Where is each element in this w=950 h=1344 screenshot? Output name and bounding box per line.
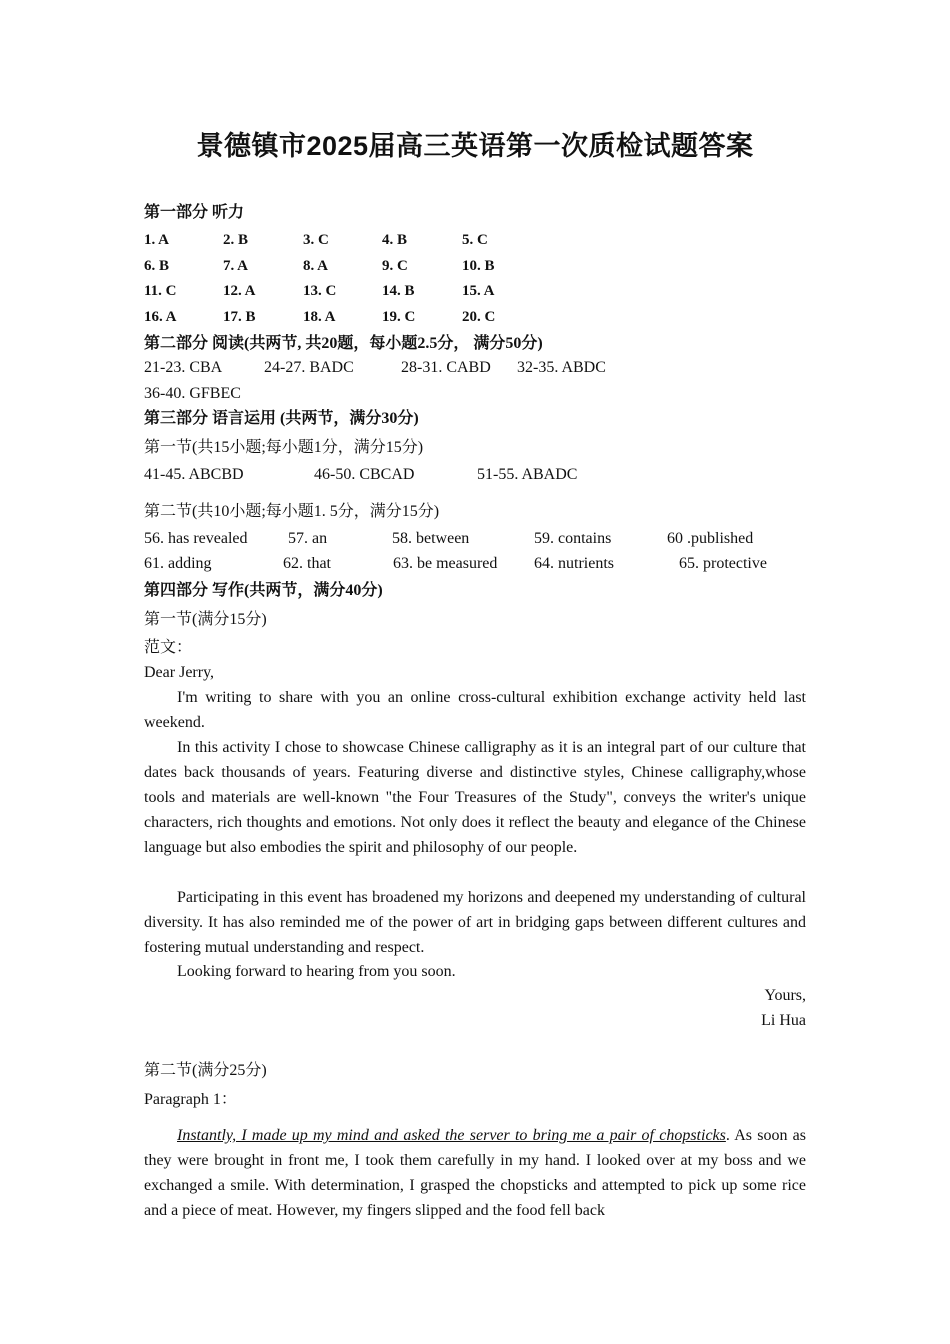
answer-cell: 14. B [382,283,415,299]
letter-paragraph: Participating in this event has broadened my horizons and deepened my understanding of cultural diversity. It has also reminded me of the power of art in bridging gaps between different cultures and fostering mutual understanding and respect. [144,889,806,956]
letter-greeting: Dear Jerry, [144,664,215,681]
letter-signature: Li Hua [761,1012,806,1029]
answer-cell: 32-35. ABDC [517,359,606,376]
answer-cell: 9. C [382,258,408,274]
part3-section1-heading: 第一节(共15小题;每小题1分，满分15分) [144,439,424,456]
document-title: 景德镇市2025届高三英语第一次质检试题答案 [196,131,754,161]
reading-answers-row-2: 36-40. GFBEC [144,385,241,402]
answer-cell: 12. A [223,283,256,299]
answer-cell: 18. A [303,309,336,325]
answer-cell: 24-27. BADC [264,359,354,376]
sample-label: 范文： [144,639,193,656]
answer-cell: 3. C [303,232,329,248]
answer-cell: 4. B [382,232,408,248]
answer-cell: 59. contains [534,530,612,547]
answer-cell: 5. C [462,232,488,248]
answer-cell: 61. adding [144,555,212,572]
continuation-text: . As soon as they were brought in front me, I took them carefully in my hand. I looked over at my boss and we exchanged a smile. With determination, I grasped the chopsticks and attempted to pick up some rice and a piece of meat. However, my fingers slipped and the food fell back [144,1127,807,1219]
letter-paragraph: In this activity I chose to showcase Chinese calligraphy as it is an integral part of our culture that dates back thousands of years. Featuring diverse and distinctive styles, Chinese calligraphy,whose tools and materials are well-known "the Four Treasures of the Study", conveys the writer's unique characters, rich thoughts and emotions. Not only does it reflect the beauty and elegance of the Chinese language but also embodies the spirit and philosophy of our people. [144,739,806,856]
part1-heading: 第一部分 听力 [144,204,245,221]
part2-heading: 第二部分 阅读(共两节, 共20题，每小题2.5分， 满分50分) [144,335,543,352]
part3-heading: 第三部分 语言运用 (共两节，满分30分) [144,410,419,427]
answer-cell: 13. C [303,283,337,299]
answer-cell: 19. C [382,309,416,325]
underlined-given-sentence: Instantly, I made up my mind and asked the server to bring me a pair of chopsticks [177,1127,726,1144]
answer-cell: 20. C [462,309,496,325]
answer-cell: 51-55. ABADC [477,466,578,483]
answer-cell: 46-50. CBCAD [314,466,415,483]
answer-cell: 8. A [303,258,329,274]
answer-cell: 58. between [392,530,470,547]
answer-cell: 63. be measured [393,555,498,572]
answer-cell: 11. C [144,283,177,299]
answer-cell: 1. A [144,232,170,248]
answer-cell: 64. nutrients [534,555,614,572]
answer-cell: 2. B [223,232,249,248]
letter-paragraph: I'm writing to share with you an online cross-cultural exhibition exchange activity held last weekend. [144,689,806,731]
answer-cell: 15. A [462,283,495,299]
answer-cell: 28-31. CABD [401,359,491,376]
answer-cell: 41-45. ABCBD [144,466,244,483]
answer-cell: 7. A [223,258,249,274]
part4-section2-heading: 第二节(满分25分) [144,1062,267,1079]
letter-paragraph: Looking forward to hearing from you soon. [177,963,456,980]
continuation-paragraph [144,1123,806,1223]
answer-cell: 6. B [144,258,170,274]
answer-cell: 56. has revealed [144,530,248,547]
answer-cell: 57. an [288,530,328,547]
answer-cell: 10. B [462,258,495,274]
answer-cell: 65. protective [679,555,767,572]
part3-section2-heading: 第二节(共10小题;每小题1. 5分，满分15分) [144,503,440,520]
answer-cell: 17. B [223,309,256,325]
letter-closing: Yours, [764,987,806,1004]
answer-cell: 62. that [283,555,331,572]
part4-heading: 第四部分 写作(共两节，满分40分) [144,582,383,599]
answer-cell: 21-23. CBA [144,359,223,376]
answer-cell: 60 .published [667,530,754,547]
paragraph1-label: Paragraph 1： [144,1091,237,1108]
answer-cell: 16. A [144,309,177,325]
part4-section1-heading: 第一节(满分15分) [144,611,267,628]
